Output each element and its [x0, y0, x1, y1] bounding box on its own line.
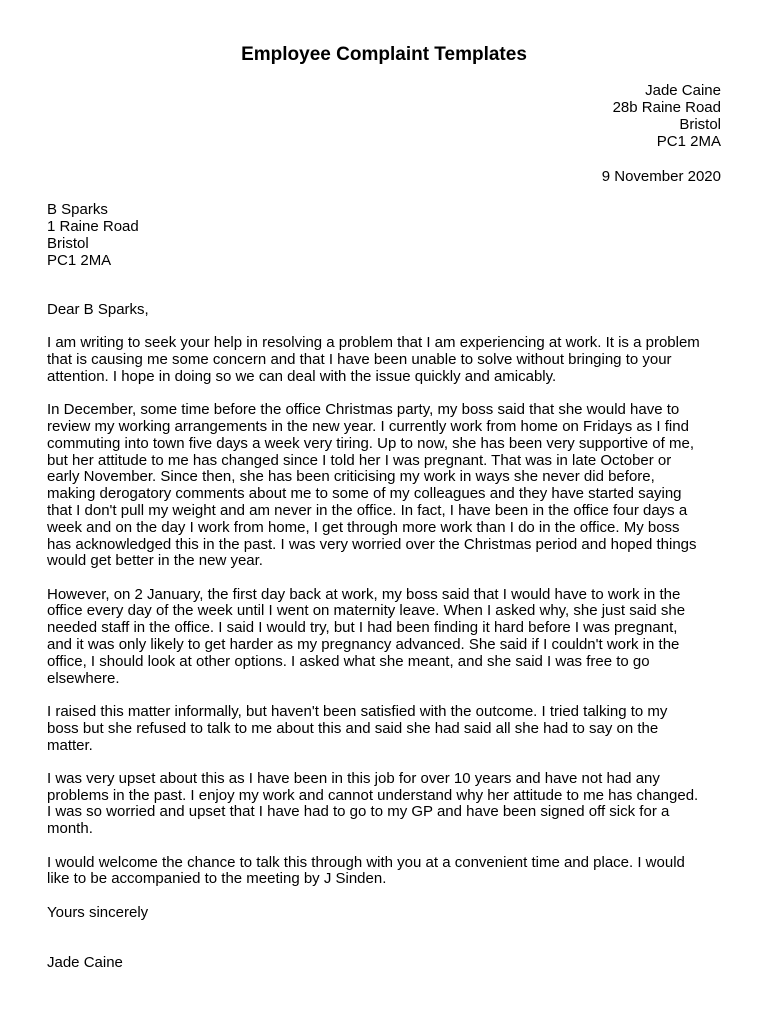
- sender-address: [613, 82, 721, 150]
- body-paragraph-1: I am writing to seek your help in resolving a problem that I am experiencing at work. It is a problem that is causing me some concern and that I have been unable to solve without bringing to your attention. I hope in doing so we can deal with the issue quickly and amicably.: [47, 334, 700, 385]
- recipient-postcode: PC1 2MA: [47, 252, 112, 269]
- body-paragraph-6: I would welcome the chance to talk this through with you at a convenient time and place. I would like to be accompanied to the meeting by J Sinden.: [47, 853, 685, 888]
- closing: Yours sincerely: [47, 903, 149, 921]
- recipient-city: Bristol: [47, 235, 89, 252]
- signature: Jade Caine: [47, 953, 123, 971]
- recipient-name: B Sparks: [47, 201, 108, 218]
- body-paragraph-5: I was very upset about this as I have been in this job for over 10 years and have not had any problems in the past. I enjoy my work and cannot understand why her attitude to me has changed. I was so worried and upset that I have had to go to my GP and have been signed off sick for a month.: [47, 769, 699, 838]
- document-title: Employee Complaint Templates: [241, 44, 527, 65]
- sender-street: 28b Raine Road: [612, 99, 721, 116]
- letter-body: [47, 302, 723, 988]
- body-paragraph-3: However, on 2 January, the first day back at work, my boss said that I would have to work in the office every day of the week until I went on maternity leave. When I asked why, she just said she needed staff in the office. I said I would try, but I had been finding it hard before I was pregnant, and it was only likely to get harder as my pregnancy advanced. She said if I couldn't work in the office, I should look at other options. I asked what she meant, and she said I was free to go elsewhere.: [47, 585, 686, 687]
- recipient-street: 1 Raine Road: [47, 218, 139, 235]
- sender-postcode: PC1 2MA: [656, 133, 721, 150]
- body-paragraph-2: In December, some time before the office Christmas party, my boss said that she would have to review my working arrangements in the new year. I currently work from home on Fridays as I find commuting into town five days a week very tiring. Up to now, she has been very supportive of me, but her attitude to me has changed since I told her I was pregnant. That was in late October or early November. Since then, she has been criticising my work in ways she never did before, making derogatory comments about me to some of my colleagues and they have started saying that I don't pull my weight and am never in the office. In fact, I have been in the office four days a week and on the day I work from home, I get through more work than I do in the office. My boss has acknowledged this in the past. I was very worried over the Christmas period and hoped things would get better in the new year.: [47, 401, 697, 570]
- recipient-address: [47, 201, 139, 269]
- letter-date: 9 November 2020: [601, 168, 721, 185]
- body-paragraph-4: I raised this matter informally, but haven't been satisfied with the outcome. I tried talking to my boss but she refused to talk to me about this and said she had said all she had to say on the matter.: [47, 702, 668, 754]
- sender-name: Jade Caine: [645, 82, 721, 99]
- salutation: Dear B Sparks,: [47, 301, 149, 318]
- sender-city: Bristol: [679, 116, 721, 133]
